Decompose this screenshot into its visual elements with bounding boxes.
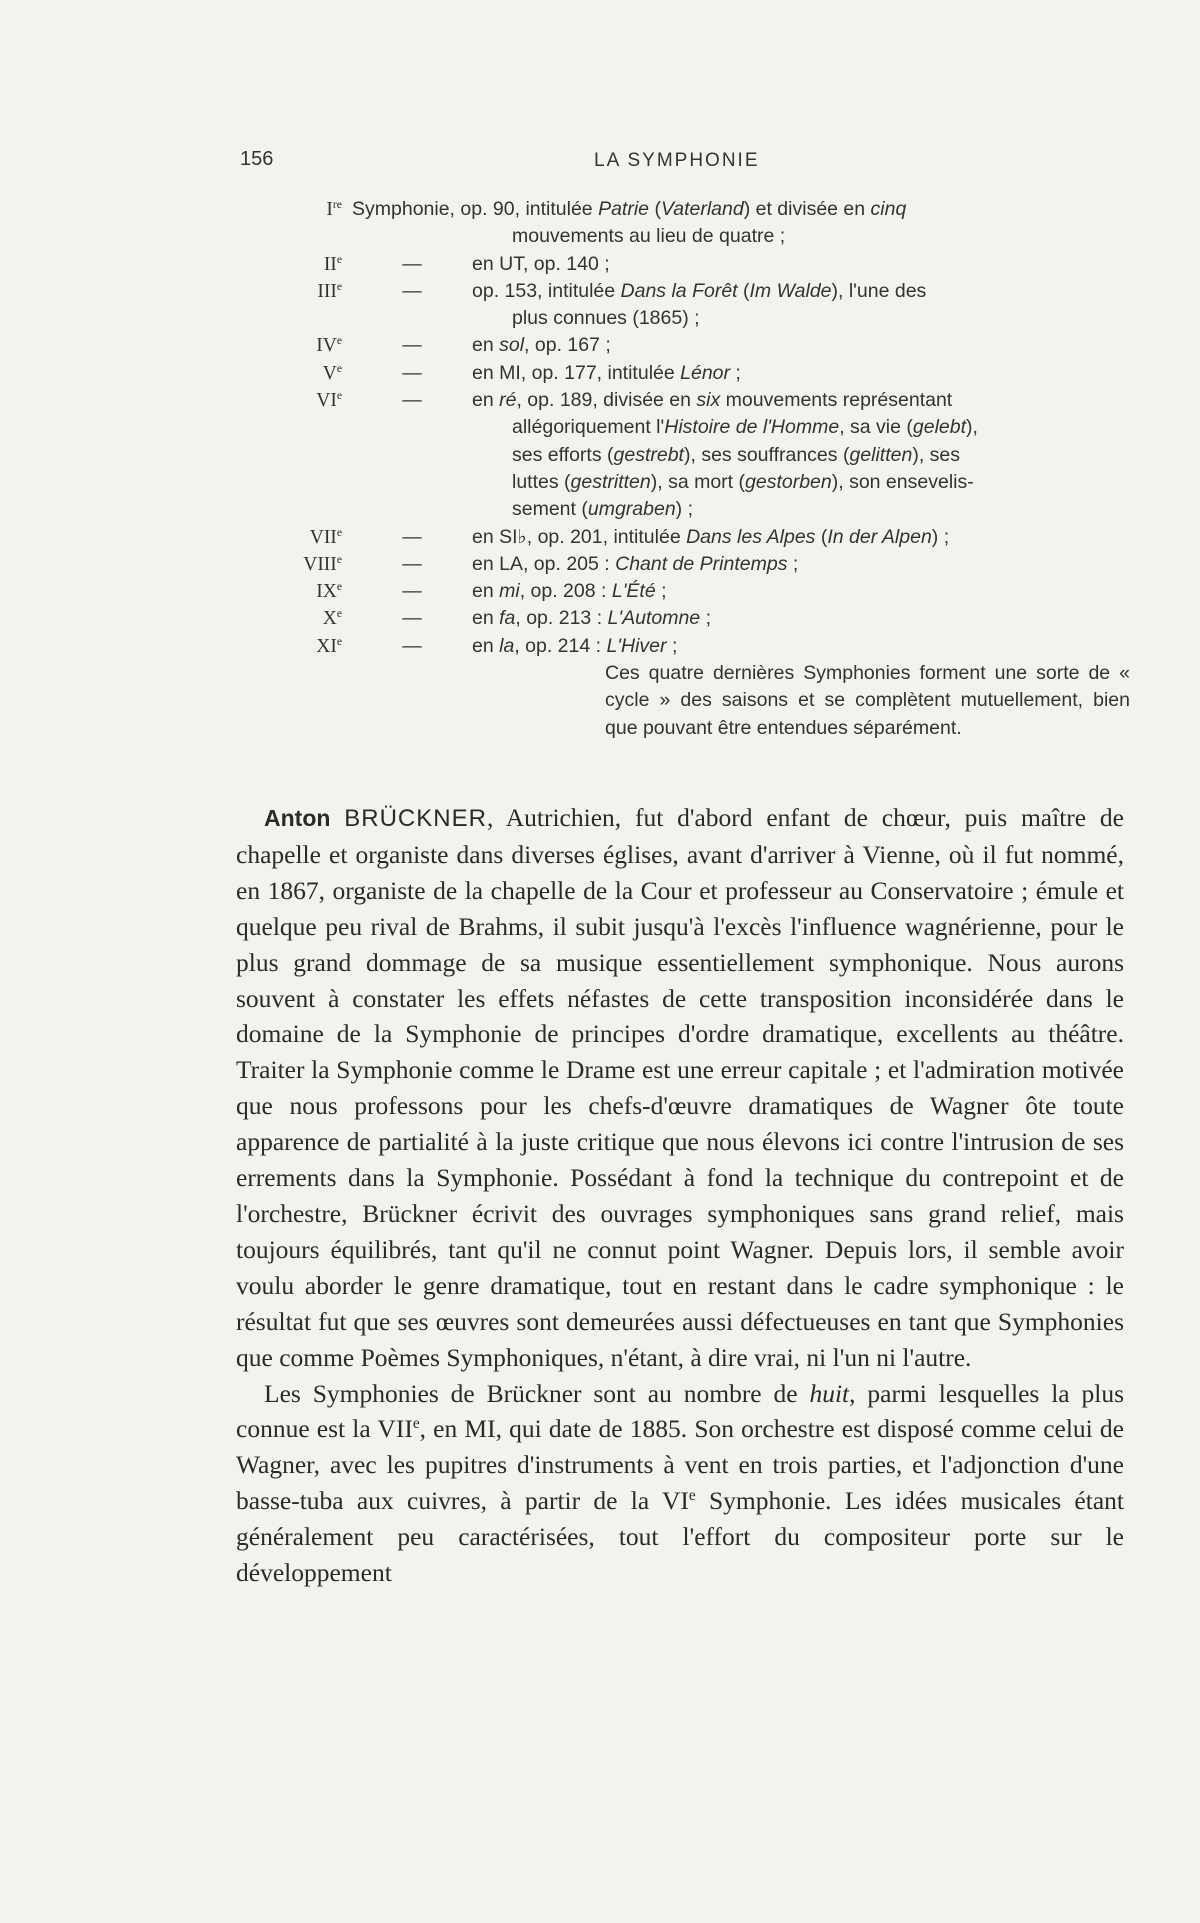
entry-number: Ire (326, 197, 342, 220)
entry-continuation: luttes (gestritten), sa mort (gestorben), son ensevelis- (512, 470, 974, 493)
entry-continuation: plus connues (1865) ; (512, 307, 700, 330)
ditto-dash: — (402, 607, 422, 630)
entry-text: en UT, op. 140 ; (472, 252, 610, 275)
entry-number: Ve (322, 361, 342, 384)
entry-text: en ré, op. 189, divisée en six mouvements représentant (472, 389, 953, 412)
paragraph-bruckner-symphonies: Les Symphonies de Brückner sont au nombre de huit, parmi lesquelles la plus connue est la VIIe, en MI, qui date de 1885. Son orchestre est disposé comme celui de Wagner, avec les pupitres d'instruments à vent en trois parties, et l'adjonction d'une basse-tuba aux cuivres, à partir de la VIe Symphonie. Les idées musicales étant généralement peu caractérisées, tout l'effort du compositeur porte sur le développement (236, 1378, 1124, 1588)
symphony-list (240, 196, 1140, 742)
symphony-entry-7 (240, 524, 1140, 551)
entry-text: en la, op. 214 : L'Hiver ; (472, 634, 678, 657)
paragraph-text: , Autrichien, fut d'abord enfant de chœur, puis maître de chapelle et organiste dans diverses églises, avant d'arriver à Vienne, où il fut nommé, en 1867, organiste de la chapelle de la Cour et professeur au Conservatoire ; émule et quelque peu rival de Brahms, il subit jusqu'à l'excès l'influence wagnérienne, pour le plus grand dommage de sa musique essentiellement symphonique. Nous aurons souvent à constater les effets néfastes de cette transposition inconsidérée dans le domaine de la Symphonie de principes d'ordre dramatique, excellents au théâtre. Traiter la Symphonie comme le Drame est une erreur capitale ; et l'admiration motivée que nous professons pour les chefs-d'œuvre dramatiques de Wagner ôte toute apparence de partialité à la juste critique que nous élevons ici contre l'intrusion de ses errements dans la Symphonie. Possédant à fond la technique du contrepoint et de l'orchestre, Brückner écrivit des ouvrages symphoniques sans grand relief, mais toujours équilibrés, tant qu'il ne connut point Wagner. Depuis lors, il semble avoir voulu aborder le genre dramatique, tout en restant dans le cadre symphonique : le résultat fut que ses œuvres sont demeurées aussi défectueuses en tant que Symphonies que comme Poèmes Symphoniques, n'étant, à dire vrai, ni l'un ni l'autre. (236, 803, 1124, 1372)
entry-text: en MI, op. 177, intitulée Lénor ; (472, 361, 741, 384)
composer-surname: BRÜCKNER (344, 805, 487, 832)
composer-first-name: Anton (264, 805, 331, 831)
entry-number: IVe (316, 334, 342, 357)
entry-number: VIIe (309, 525, 342, 548)
ditto-dash: — (402, 580, 422, 603)
running-title: LA SYMPHONIE (594, 150, 760, 171)
paragraph-bruckner-bio (236, 800, 1124, 1376)
ditto-dash: — (402, 361, 422, 384)
entry-text: op. 153, intitulée Dans la Forêt (Im Walde), l'une des (472, 279, 927, 302)
entry-continuation: ses efforts (gestrebt), ses souffrances (gelitten), ses (512, 443, 961, 466)
symphony-entry-6-cont (240, 469, 1140, 496)
page-number: 156 (240, 148, 274, 170)
symphony-entry-10 (240, 605, 1140, 632)
ditto-dash: — (402, 634, 422, 657)
entry-text: Symphonie, op. 90, intitulée Patrie (Vaterland) et divisée en cinq (352, 198, 907, 220)
symphony-entry-1 (240, 196, 1140, 223)
entry-number: VIe (316, 389, 342, 412)
ditto-dash: — (402, 334, 422, 357)
symphony-entry-3-cont (240, 305, 1140, 332)
entry-number: IXe (316, 580, 342, 603)
symphony-entry-3 (240, 278, 1140, 305)
symphony-entry-6 (240, 387, 1140, 414)
entry-text: en sol, op. 167 ; (472, 334, 611, 357)
entry-text: en SI♭, op. 201, intitulée Dans les Alpes (In der Alpen) ; (472, 525, 950, 548)
symphony-entry-4 (240, 332, 1140, 359)
symphony-entry-6-cont (240, 442, 1140, 469)
entry-number: Xe (322, 607, 342, 630)
symphony-entry-2 (240, 251, 1140, 278)
ditto-dash: — (402, 525, 422, 548)
entry-continuation: mouvements au lieu de quatre ; (512, 225, 786, 248)
entry-number: XIe (316, 634, 342, 657)
entry-text: en LA, op. 205 : Chant de Printemps ; (472, 552, 799, 575)
entry-number: IIe (323, 252, 342, 275)
page-header (240, 148, 1120, 178)
entry-continuation: sement (umgraben) ; (512, 498, 694, 521)
entry-number: VIIIe (303, 552, 342, 575)
body-text (236, 800, 1124, 1591)
ditto-dash: — (402, 279, 422, 302)
symphony-entry-5 (240, 360, 1140, 387)
entry-number: IIIe (317, 279, 342, 302)
entry-continuation: allégoriquement l'Histoire de l'Homme, sa vie (gelebt), (512, 416, 978, 439)
symphony-entry-6-cont (240, 414, 1140, 441)
symphony-entry-8 (240, 551, 1140, 578)
ditto-dash: — (402, 552, 422, 575)
entry-text: en fa, op. 213 : L'Automne ; (472, 607, 711, 630)
symphony-entry-1-cont (240, 223, 1140, 250)
ditto-dash: — (402, 389, 422, 412)
ditto-dash: — (402, 252, 422, 275)
symphony-entry-11 (240, 633, 1140, 660)
cycle-note: Ces quatre dernières Symphonies forment une sorte de « cycle » des saisons et se complètent mutuellement, bien que pouvant être entendues séparément. (605, 662, 1130, 739)
symphony-entry-6-cont (240, 496, 1140, 523)
symphony-entry-9 (240, 578, 1140, 605)
entry-text: en mi, op. 208 : L'Été ; (472, 580, 667, 603)
